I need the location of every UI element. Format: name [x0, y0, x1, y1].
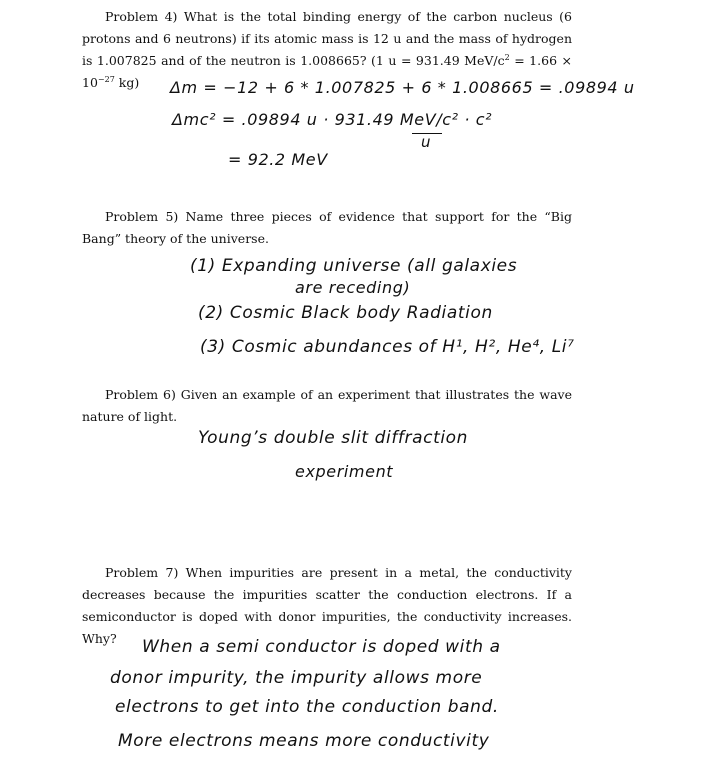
- problem-7-answer-line-4: More electrons means more conductivity: [118, 731, 490, 751]
- problem-6-answer-line-1: Young’s double slit diffraction: [198, 428, 469, 448]
- problem-4-unit-note: u: [421, 133, 432, 151]
- problem-5-text: Problem 5) Name three pieces of evidence that support for the “Big Bang” theory of the universe.: [82, 209, 572, 246]
- problem-6-answer-line-2: experiment: [295, 462, 394, 481]
- problem-5-answer-line-1: (1) Expanding universe (all galaxies: [190, 256, 518, 276]
- problem-4-text: Problem 4) What is the total binding energy of the carbon nucleus (6 protons and 6 neutrons) if its atomic mass is 12 u and the mass of hydrogen is 1.007825 and of the neutron is 1.008665? (1 u = 931.49 MeV/$c^2 = 1.66 \times 10^{-27}$ kg): [82, 9, 572, 90]
- problem-6-question: [82, 384, 572, 428]
- problem-4-answer-line-1: Δm = −12 + 6 * 1.007825 + 6 * 1.008665 = .09894 u: [170, 78, 635, 97]
- problem-5-question: [82, 206, 572, 250]
- problem-7-answer-line-3: electrons to get into the conduction band.: [115, 697, 499, 717]
- problem-4-answer-line-2: Δmc² = .09894 u · 931.49 MeV/c² · c²: [172, 110, 493, 129]
- problem-7-answer-line-2: donor impurity, the impurity allows more: [110, 668, 483, 688]
- problem-5-answer-line-3: (2) Cosmic Black body Radiation: [198, 303, 493, 323]
- problem-5-answer-line-4: (3) Cosmic abundances of H¹, H², He⁴, Li⁷: [200, 337, 575, 357]
- problem-5-answer-line-2: are receding): [295, 278, 411, 297]
- problem-4-answer-line-3: = 92.2 MeV: [228, 150, 328, 169]
- problem-6-text: Problem 6) Given an example of an experiment that illustrates the wave nature of light.: [82, 387, 572, 424]
- problem-7-text: Problem 7) When impurities are present in a metal, the conductivity decreases because the impurities scatter the conduction electrons. If a semiconductor is doped with donor impurities, the conductivity increases. Why?: [82, 565, 572, 646]
- problem-7-answer-line-1: When a semi conductor is doped with a: [142, 637, 501, 657]
